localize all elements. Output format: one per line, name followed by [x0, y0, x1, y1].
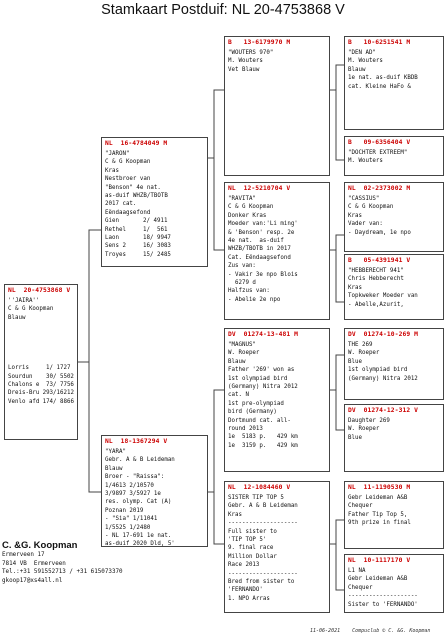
- father-line: "Benson" 4e nat.: [105, 184, 161, 191]
- fm-line: & 'Benson' resp. 2e: [228, 229, 295, 236]
- ffm-line: [348, 174, 440, 176]
- result-row: Sens 2 16/ 3083: [105, 243, 171, 250]
- mm-card: [224, 481, 330, 613]
- ff-line: M. Wouters: [228, 58, 263, 65]
- fm-card: [224, 182, 330, 320]
- mother-line: "YARA": [105, 449, 126, 455]
- mmf-line: Chequer: [348, 503, 373, 510]
- father-line: "JARON": [105, 151, 130, 157]
- ff-ring: B 13-6179970 M: [228, 39, 291, 46]
- mm-line: Full sister to: [228, 528, 277, 535]
- mother-ring: NL 18-1367294 V: [105, 438, 168, 445]
- mm-line: Kras: [228, 511, 242, 518]
- ff-card: [224, 36, 330, 176]
- mm-line: SISTER TIP TOP 5: [228, 495, 284, 501]
- ff-line: "WOUTERS 970": [228, 50, 274, 56]
- result-row: Rethel 1/ 561: [105, 226, 168, 233]
- mother-line: Blauw: [105, 465, 123, 472]
- mmm-line: Sister to 'FERNANDO': [348, 601, 418, 608]
- fmm-line: Topkweker Moeder van: [348, 293, 418, 300]
- fm-line: - Abelie 2e npo: [228, 296, 281, 303]
- fm-line: Moeder van:'Li ming': [228, 221, 298, 228]
- mmf-card: [344, 481, 444, 549]
- mother-line: Gebr. A & B Leideman: [105, 457, 175, 464]
- fm-line: "RAVITA": [228, 196, 256, 202]
- mfm-line: W. Roeper: [348, 426, 380, 433]
- fmm-card: [344, 254, 444, 320]
- father-card: [101, 137, 208, 267]
- fmm-ring: B 05-4391941 V: [348, 257, 411, 264]
- fmf-line: "CASSIUS": [348, 196, 380, 202]
- mother-line: res. olymp. Cat (A): [105, 499, 172, 506]
- mf-line: 1e 3159 p. 429 km: [228, 442, 298, 449]
- fm-ring: NL 12-5210704 V: [228, 185, 291, 192]
- fm-line: 6279 d: [228, 280, 256, 287]
- mff-ring: DV 01274-10-269 M: [348, 331, 419, 338]
- mother-line: Poznan 2019: [105, 507, 144, 514]
- mm-line: 9. final race: [228, 545, 274, 552]
- ffm-ring: B 09-6356404 V: [348, 139, 411, 146]
- ffm-line: [348, 166, 440, 174]
- mm-line: --------------------: [228, 520, 298, 527]
- mf-ring: DV 01274-13-481 M: [228, 331, 299, 338]
- fff-line: cat. Kleine HaFo &: [348, 83, 411, 90]
- mf-line: 1st olympiad bird: [228, 375, 288, 382]
- mmf-line: Gebr Leideman A&B: [348, 495, 408, 501]
- mf-line: Dortmund cat. all-: [228, 417, 291, 424]
- mother-line: 1/4613 2/10570: [105, 482, 154, 489]
- mm-line: 1. NPO Arras: [228, 595, 270, 602]
- mmm-line: Chequer: [348, 584, 373, 591]
- mfm-line: Daughter 269: [348, 418, 390, 424]
- mf-line: round 2013: [228, 426, 263, 433]
- mother-line: 3/9897 3/5927 1e: [105, 491, 161, 498]
- mother-line: - NL 17-691 1e nat.: [105, 533, 172, 540]
- mm-ring: NL 12-1084460 V: [228, 484, 291, 491]
- father-line: C & G Koopman: [105, 159, 151, 166]
- fmf-ring: NL 02-2373002 M: [348, 185, 411, 192]
- owner-line: 7814 VB Ermerveen: [2, 560, 66, 567]
- mfm-card: [344, 404, 444, 472]
- father-line: 2017 cat.: [105, 201, 137, 208]
- mother-line: as-duif 2020 Dld, 5': [105, 541, 175, 547]
- mff-line: 1st olympiad bird: [348, 367, 408, 374]
- fm-line: WHZB/TBOTB in 2017: [228, 246, 291, 253]
- page-title: Stamkaart Postduif: NL 20-4753868 V: [101, 2, 345, 18]
- result-row: Chalons e 73/ 7756: [8, 382, 74, 389]
- result-row: Dreis-Bru 293/16212: [8, 390, 74, 397]
- mother-line: Broer - "Raissa":: [105, 474, 165, 481]
- mf-line: cat. N: [228, 392, 249, 399]
- father-ring: NL 16-4784049 M: [105, 140, 168, 147]
- subject-card: [4, 284, 78, 440]
- mf-line: Blauw: [228, 358, 246, 365]
- mfm-line: Blue: [348, 434, 362, 441]
- owner-line: Tel.:+31 591552713 / +31 615073370: [2, 569, 123, 576]
- mff-line: W. Roeper: [348, 350, 380, 357]
- mmf-line: 9th prize in final: [348, 520, 411, 527]
- fm-line: - Vakir 3e npo Blois: [228, 271, 298, 278]
- subject-line: ''JAIRA'': [8, 298, 40, 304]
- result-row: Venlo afd 174/ 8866: [8, 398, 74, 405]
- mf-line: (Germany) Nitra 2012: [228, 384, 298, 391]
- mmm-line: --------------------: [348, 593, 418, 600]
- ff-line: Vet Blauw: [228, 66, 260, 73]
- result-row: Lorris 1/ 1727: [8, 365, 71, 372]
- mmm-ring: NL 10-1117170 V: [348, 557, 411, 564]
- mf-line: bird (Germany): [228, 409, 277, 416]
- mm-line: 'FERNANDO': [228, 587, 263, 594]
- result-row: Gien 2/ 4911: [105, 218, 168, 225]
- fm-line: Zus van:: [228, 263, 256, 270]
- father-line: Kras: [105, 167, 119, 174]
- mmf-line: Father Tip Top 5,: [348, 511, 408, 518]
- mmm-line: L1 NA: [348, 568, 366, 574]
- fm-line: 4e nat. as-duif: [228, 238, 284, 245]
- fm-line: Cat. Eëndaagsefond: [228, 254, 291, 261]
- mff-line: (Germany) Nitra 2012: [348, 375, 418, 382]
- fmf-line: Vader van:: [348, 221, 383, 228]
- fff-line: M. Wouters: [348, 58, 383, 65]
- mm-line: Bred from sister to: [228, 579, 295, 586]
- ffm-line: M. Wouters: [348, 158, 383, 165]
- fff-line: 1e nat. as-duif KBDB: [348, 75, 418, 82]
- result-row: Sourdun 30/ 5502: [8, 373, 74, 380]
- mff-line: THE 269: [348, 342, 373, 348]
- mmm-card: [344, 554, 444, 613]
- subject-ring: NL 20-4753868 V: [8, 287, 71, 294]
- ffm-line: "DOCHTER EXTREEM": [348, 150, 408, 156]
- father-line: Eëndaagsefond: [105, 209, 151, 216]
- fmf-line: C & G Koopman: [348, 204, 394, 211]
- mm-line: 'TIP TOP 5': [228, 537, 267, 544]
- mm-line: --------------------: [228, 570, 298, 577]
- subject-line: C & G Koopman: [8, 306, 54, 313]
- fm-line: C & G Koopman: [228, 204, 274, 211]
- footer-credit: 11-06-2021 Compuclub © C. &G. Koopman: [310, 628, 431, 634]
- fm-line: Donker Kras: [228, 212, 267, 219]
- father-line: as-duif WHZB/TBOTB: [105, 193, 168, 200]
- mfm-ring: DV 01274-12-312 V: [348, 407, 419, 414]
- fmm-line: - Abelle,Azurit,: [348, 301, 404, 308]
- fmf-card: [344, 182, 444, 252]
- mf-line: "MAGNUS": [228, 342, 256, 348]
- mmf-ring: NL 11-1190530 M: [348, 484, 411, 491]
- mf-line: 1st pre-olympiad: [228, 400, 284, 407]
- mf-line: 1e 5183 p. 429 km: [228, 434, 298, 441]
- mother-card: [101, 435, 208, 547]
- owner-name: C. &G. Koopman: [2, 540, 78, 551]
- subject-line: Blauw: [8, 314, 26, 321]
- result-row: Laon 18/ 9947: [105, 235, 171, 242]
- ffm-card: [344, 136, 444, 176]
- mff-card: [344, 328, 444, 400]
- owner-info: [2, 540, 132, 586]
- mf-line: W. Roeper: [228, 350, 260, 357]
- fff-ring: B 10-6251541 M: [348, 39, 411, 46]
- mm-line: Gebr. A & B Leideman: [228, 503, 298, 510]
- mf-card: [224, 328, 330, 472]
- fmm-line: "HEBBERECHT 941": [348, 268, 404, 274]
- father-line: Nestbroer van: [105, 176, 151, 183]
- fff-line: "DEN AD": [348, 50, 376, 56]
- mmm-line: Gebr Leideman A&B: [348, 576, 408, 583]
- mother-line: - "Sia" 1/11041: [105, 516, 158, 523]
- fmf-line: - Daydream, 1e npo: [348, 229, 411, 236]
- fmf-line: Kras: [348, 212, 362, 219]
- mff-line: Blue: [348, 358, 362, 365]
- mother-line: 1/5525 1/2480: [105, 524, 151, 531]
- mm-line: Million Dollar: [228, 553, 277, 560]
- fmm-line: Chris Hebberecht: [348, 276, 404, 283]
- fm-line: Halfzus van:: [228, 288, 270, 295]
- fff-card: [344, 36, 444, 130]
- owner-line: Ermerveen 17: [2, 552, 45, 558]
- mf-line: Father '269' won as: [228, 367, 295, 374]
- owner-email: gkoop17@xs4all.nl: [2, 578, 63, 585]
- fmm-line: Kras: [348, 284, 362, 291]
- fff-line: Blauw: [348, 66, 366, 73]
- mm-line: Race 2013: [228, 562, 260, 569]
- result-row: Troyes 15/ 2485: [105, 251, 171, 258]
